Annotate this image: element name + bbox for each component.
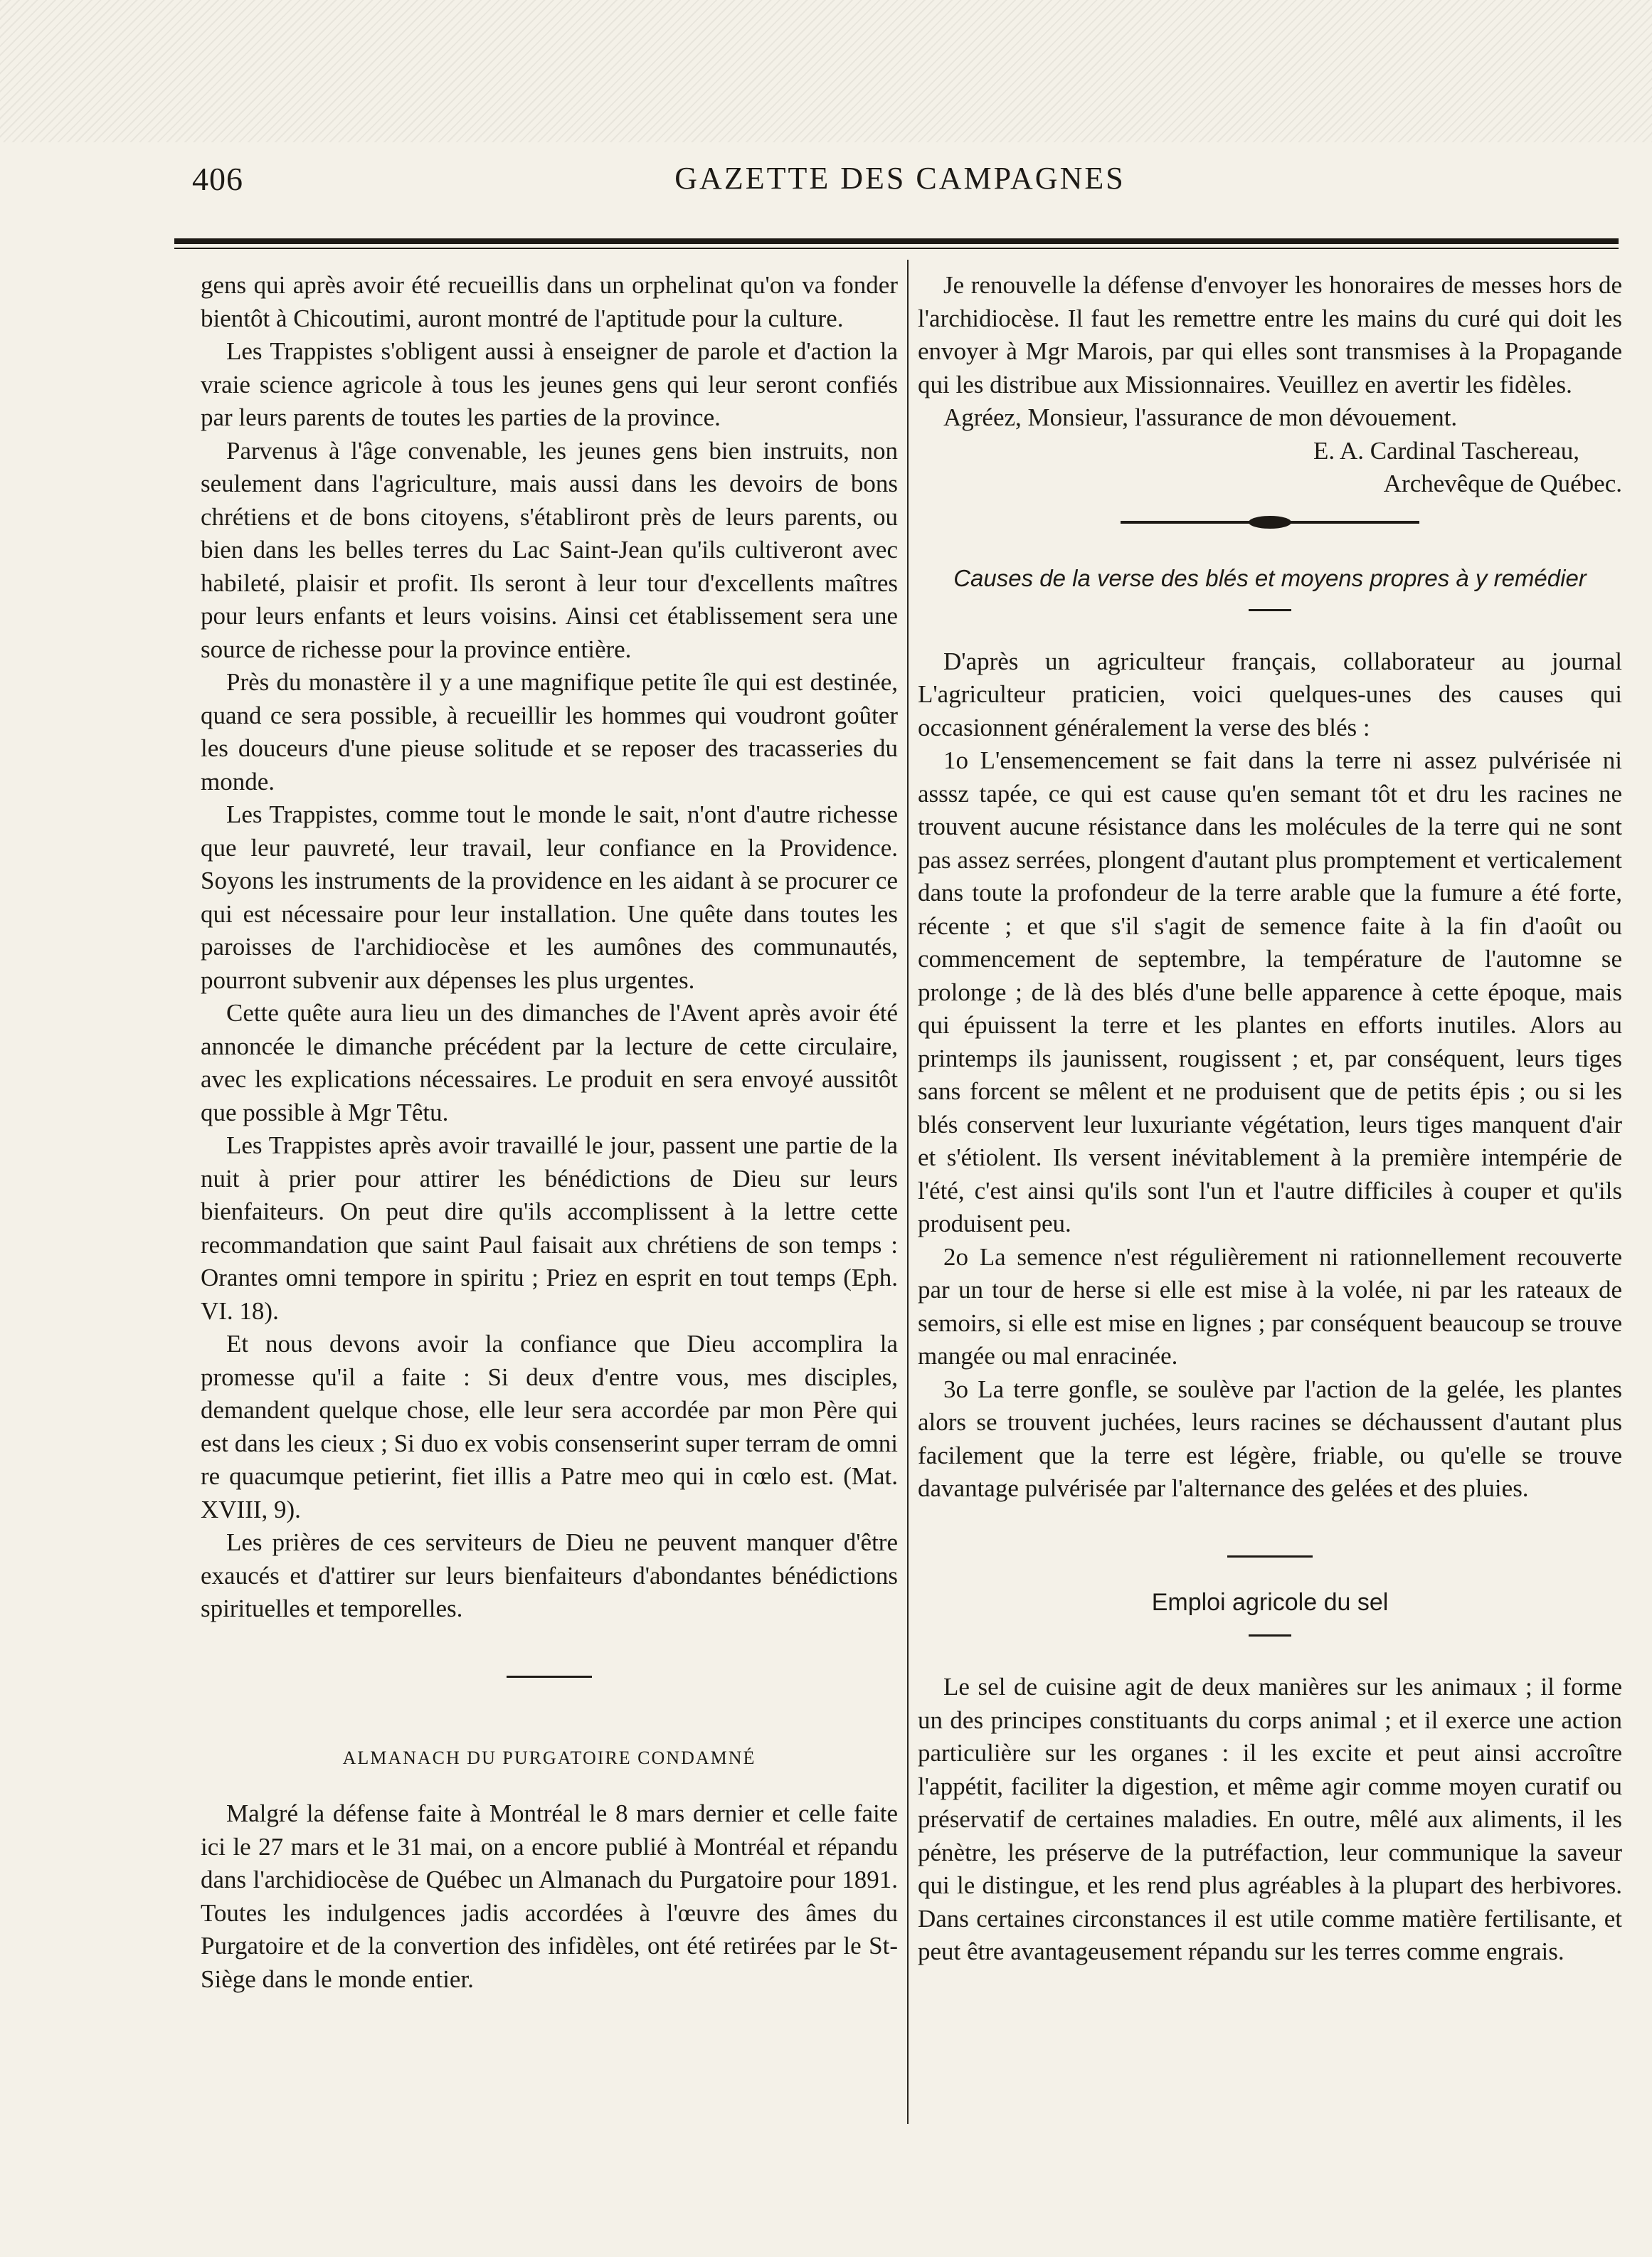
right-column bbox=[918, 269, 1622, 2190]
sel-title: Emploi agricole du sel bbox=[1151, 1588, 1389, 1616]
signature-title: Archevêque de Québec. bbox=[1383, 470, 1622, 497]
almanach-text: Malgré la défense faite à Montréal le 8 mars dernier et celle faite ici le 27 mars et le 31 mai, on a encore publié à Montréal et répandu dans l'archidiocèse de Québec un Almanach du Purgatoire pour 1891. Toutes les indulgences jadis accordées à l'œuvre des âmes du Purgatoire et de la convertion des infidèles, ont été retirées par le St-Siège dans le monde entier. bbox=[201, 1799, 898, 1993]
verse-title: Causes de la verse des blés et moyens propres à y remédier bbox=[953, 564, 1587, 591]
paragraph: 2o La semence n'est régulièrement ni rationnellement recouverte par un tour de herse si elle est mise à la volée, ni par les rateaux de semoirs, si elle est mise en lignes ; par conséquent beaucoup se trouve mangée ou mal enracinée. bbox=[918, 1242, 1622, 1370]
title-dash bbox=[1249, 609, 1291, 611]
paragraph: Je renouvelle la défense d'envoyer les honoraires de messes hors de l'archidiocèse. Il faut les remettre entre les mains du curé qui doit les envoyer à Mgr Marois, par qui elles sont transmises à la Propagande qui les distribue aux Missionnaires. Veuillez en avertir les fidèles. bbox=[918, 271, 1622, 398]
paragraph: 1o L'ensemencement se fait dans la terre ni assez pulvérisée ni asssz tapée, ce qui est cause qu'en semant tôt et dru les racines ne trouvent aucune résistance dans les molécules de la terre qui ne sont pas assez serrées, plongent d'autant plus promptement et verticalement dans toute la profondeur de la terre arable que la fumure a été forte, récente ; et que s'il s'agit de semence faite à la fin d'août ou commencement de septembre, la température de l'automne se prolonge ; de là des blés d'une belle apparence à cette époque, mais qui épuissent la terre et les plantes en efforts inutiles. Alors au printemps ils jaunissent, rougissent ; et, par conséquent, leurs tiges sans forcent se mêlent et ne produisent que de petits épis ; ou si les blés conservent leur luxuriante végétation, leurs tiges manquent d'air et s'étiolent. Ils versent inévitablement à la première intempérie de l'été, c'est ainsi qu'ils sont l'un et l'autre difficiles à couper et qu'ils produisent peu. bbox=[918, 746, 1622, 1237]
section-separator bbox=[1227, 1555, 1313, 1558]
paragraph: Parvenus à l'âge convenable, les jeunes gens bien instruits, non seulement dans l'agriculture, mais aussi dans les devoirs de bons chrétiens et de bons citoyens, s'établiront près de leurs parents, ou bien dans les belles terres du Lac Saint-Jean qu'ils cultiveront avec habileté, plaisir et profit. Ils seront à leur tour d'excellents maîtres pour leurs enfants et leurs voisins. Ainsi cet établissement sera une source de richesse pour la province entière. bbox=[201, 436, 898, 663]
journal-title: GAZETTE DES CAMPAGNES bbox=[674, 161, 1126, 196]
sel-text: Le sel de cuisine agit de deux manières sur les animaux ; il forme un des principes constituants du corps animal ; et il exerce une action particulière sur les organes : il les excite et peut ainsi accroître l'appétit, faciliter la digestion, et même agir comme moyen curatif ou préservatif de certaines maladies. En outre, mêlé aux aliments, il les pénètre, les préserve de la putréfaction, leur communique la saveur qui le distingue, et les rend plus agréables à la plupart des herbivores. Dans certaines circonstances il est utile comme matière fertilisante, et peut être avantageusement répandu sur les terres comme engrais. bbox=[918, 1673, 1622, 1965]
header-rule-thick bbox=[174, 238, 1619, 244]
paragraph: Cette quête aura lieu un des dimanches de l'Avent après avoir été annoncée le dimanche précédent par la lecture de cette circulaire, avec les explications nécessaires. Le produit en sera envoyé aussitôt que possible à Mgr Têtu. bbox=[201, 999, 898, 1126]
paragraph: gens qui après avoir été recueillis dans un orphelinat qu'on va fonder bientôt à Chicoutimi, auront montré de l'aptitude pour la culture. bbox=[201, 271, 898, 332]
paragraph: D'après un agriculteur français, collaborateur au journal L'agriculteur praticien, voici quelques-unes des causes qui occasionnent généralement la verse des blés : bbox=[918, 647, 1622, 741]
column-divider bbox=[907, 260, 909, 2124]
almanach-title: ALMANACH DU PURGATOIRE CONDAMNÉ bbox=[342, 1747, 756, 1768]
paragraph: Près du monastère il y a une magnifique petite île qui est destinée, quand ce sera possible, à recueillir les hommes qui voudront goûter les douceurs d'une pieuse solitude et se reposer des tracasseries du monde. bbox=[201, 668, 898, 796]
paragraph: Les Trappistes, comme tout le monde le sait, n'ont d'autre richesse que leur pauvreté, leur travail, leur confiance en la Providence. Soyons les instruments de la providence en les aidant à se procurer ce qui est nécessaire pour leur installation. Une quête dans toutes les paroisses de l'archidiocèse et les aumônes des communautés, pourront subvenir aux dépenses les plus urgentes. bbox=[201, 800, 898, 994]
paragraph: Les prières de ces serviteurs de Dieu ne peuvent manquer d'être exaucés et d'attirer sur leurs bienfaiteurs d'abondantes bénédictions spirituelles et temporelles. bbox=[201, 1528, 898, 1622]
signature-name: E. A. Cardinal Taschereau, bbox=[1313, 436, 1579, 465]
paragraph: Les Trappistes s'obligent aussi à enseigner de parole et d'action la vraie science agricole à tous les jeunes gens qui leur seront confiés par leurs parents de toutes les parties de la province. bbox=[201, 337, 898, 431]
ornamental-divider bbox=[1121, 521, 1419, 524]
paragraph: Et nous devons avoir la confiance que Dieu accomplira la promesse qu'il a faite : Si deux d'entre vous, mes disciples, demandent quelque chose, elle leur sera accordée par mon Père qui est dans les cieux ; Si duo ex vobis consenserint super terram de omni re quacumque petierint, fiet illis a Patre meo qui in cœlo est. (Mat. XVIII, 9). bbox=[201, 1330, 898, 1523]
section-separator bbox=[507, 1676, 592, 1678]
paragraph: Agréez, Monsieur, l'assurance de mon dévouement. bbox=[943, 403, 1458, 431]
title-dash bbox=[1249, 1634, 1291, 1637]
left-column bbox=[201, 269, 898, 2190]
page-header bbox=[192, 160, 1608, 210]
page-number: 406 bbox=[192, 161, 243, 197]
paragraph: 3o La terre gonfle, se soulève par l'action de la gelée, les plantes alors se trouvent juchées, leurs racines se déchaussent d'autant plus facilement que la terre est légère, friable, ou qu'elle se trouve davantage pulvérisée par l'alternance des gelées et des pluies. bbox=[918, 1375, 1622, 1502]
scan-texture bbox=[0, 0, 1652, 142]
paragraph: Les Trappistes après avoir travaillé le jour, passent une partie de la nuit à prier pour attirer les bénédictions de Dieu sur leurs bienfaiteurs. On peut dire qu'ils accomplissent à la lettre cette recommandation que saint Paul faisait aux chrétiens de son temps : Orantes omni tempore in spiritu ; Priez en esprit en tout temps (Eph. VI. 18). bbox=[201, 1131, 898, 1325]
header-rule-thin bbox=[174, 248, 1619, 249]
